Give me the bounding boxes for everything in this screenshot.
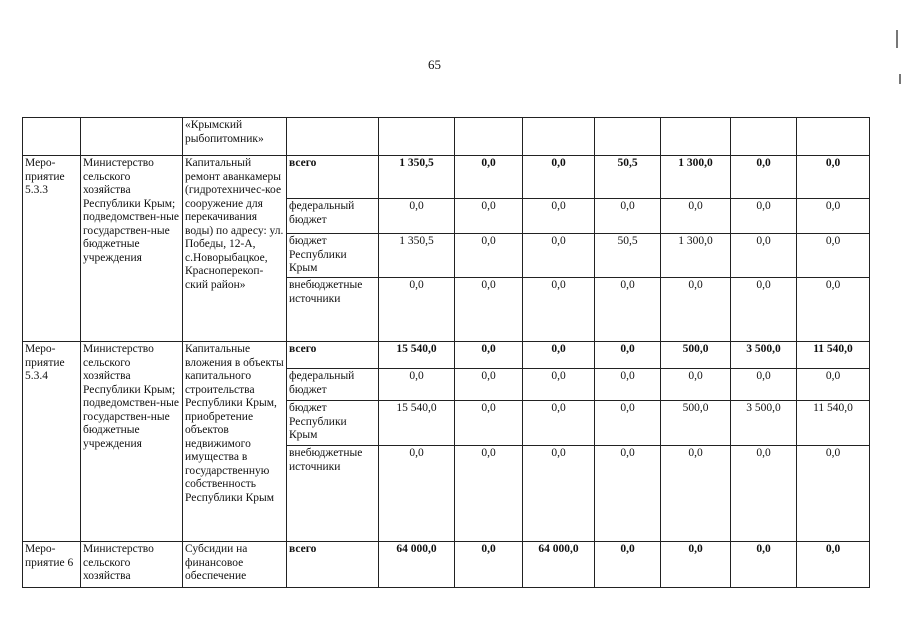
value-cell: 0,0 bbox=[797, 234, 870, 278]
value-cell: 0,0 bbox=[595, 199, 661, 234]
executor-cell: Министерство сельского хозяйства Республики Крым; подведомствен-ные государствен-ные бюджетные учреждения bbox=[81, 342, 183, 542]
value-cell: 15 540,0 bbox=[379, 342, 455, 369]
measure-id-cell bbox=[23, 118, 81, 156]
value-cell: 0,0 bbox=[661, 446, 731, 542]
value-cell bbox=[455, 118, 523, 156]
value-cell: 0,0 bbox=[731, 369, 797, 401]
source-cell: бюджет Республики Крым bbox=[287, 234, 379, 278]
description-cell: «Крымский рыбопитомник» bbox=[183, 118, 287, 156]
table-row bbox=[23, 542, 870, 588]
value-cell bbox=[523, 118, 595, 156]
value-cell: 0,0 bbox=[455, 199, 523, 234]
value-cell: 0,0 bbox=[523, 369, 595, 401]
value-cell: 0,0 bbox=[595, 369, 661, 401]
value-cell bbox=[797, 118, 870, 156]
source-cell: федеральный бюджет bbox=[287, 369, 379, 401]
description-cell: Капитальный ремонт аванкамеры (гидротехничес-кое сооружение для перекачивания воды) по адресу: ул. Победы, 12-А, с.Новорыбацкое, Красноперекоп-ский район» bbox=[183, 156, 287, 342]
value-cell: 0,0 bbox=[661, 199, 731, 234]
value-cell: 0,0 bbox=[379, 199, 455, 234]
value-cell: 0,0 bbox=[797, 369, 870, 401]
source-cell: всего bbox=[287, 542, 379, 588]
source-cell: внебюджетные источники bbox=[287, 446, 379, 542]
source-cell: всего bbox=[287, 342, 379, 369]
value-cell: 0,0 bbox=[455, 369, 523, 401]
value-cell: 64 000,0 bbox=[379, 542, 455, 588]
value-cell: 0,0 bbox=[797, 199, 870, 234]
source-cell: бюджет Республики Крым bbox=[287, 401, 379, 446]
executor-cell: Министерство сельского хозяйства Республики Крым; подведомствен-ные государствен-ные бюджетные учреждения bbox=[81, 156, 183, 342]
value-cell: 0,0 bbox=[595, 278, 661, 342]
description-cell: Капитальные вложения в объекты капитального строительства Республики Крым, приобретение объектов недвижимого имущества в государственную собственность Республики Крым bbox=[183, 342, 287, 542]
executor-cell: Министерство сельского хозяйства bbox=[81, 542, 183, 588]
value-cell: 3 500,0 bbox=[731, 401, 797, 446]
value-cell: 0,0 bbox=[797, 542, 870, 588]
value-cell: 0,0 bbox=[661, 278, 731, 342]
value-cell bbox=[595, 118, 661, 156]
executor-cell bbox=[81, 118, 183, 156]
value-cell: 1 350,5 bbox=[379, 234, 455, 278]
value-cell: 0,0 bbox=[523, 401, 595, 446]
measure-id-cell: Меро-приятие 6 bbox=[23, 542, 81, 588]
scan-edge-mark bbox=[896, 30, 898, 48]
value-cell: 0,0 bbox=[797, 156, 870, 199]
value-cell: 0,0 bbox=[595, 342, 661, 369]
value-cell: 0,0 bbox=[731, 199, 797, 234]
value-cell: 0,0 bbox=[661, 369, 731, 401]
value-cell: 0,0 bbox=[595, 542, 661, 588]
value-cell: 0,0 bbox=[379, 278, 455, 342]
value-cell: 0,0 bbox=[455, 542, 523, 588]
value-cell: 0,0 bbox=[523, 156, 595, 199]
description-cell: Субсидии на финансовое обеспечение bbox=[183, 542, 287, 588]
value-cell: 1 300,0 bbox=[661, 156, 731, 199]
value-cell: 0,0 bbox=[455, 401, 523, 446]
value-cell: 0,0 bbox=[379, 369, 455, 401]
value-cell: 500,0 bbox=[661, 342, 731, 369]
value-cell: 0,0 bbox=[797, 278, 870, 342]
value-cell: 1 300,0 bbox=[661, 234, 731, 278]
budget-table bbox=[22, 117, 870, 588]
source-cell: внебюджетные источники bbox=[287, 278, 379, 342]
value-cell: 0,0 bbox=[523, 278, 595, 342]
value-cell: 0,0 bbox=[595, 401, 661, 446]
page-number: 65 bbox=[428, 57, 441, 72]
table-row bbox=[23, 342, 870, 369]
value-cell: 64 000,0 bbox=[523, 542, 595, 588]
value-cell: 0,0 bbox=[661, 542, 731, 588]
value-cell bbox=[731, 118, 797, 156]
value-cell: 0,0 bbox=[595, 446, 661, 542]
value-cell: 0,0 bbox=[523, 446, 595, 542]
continuation-row bbox=[23, 118, 870, 156]
value-cell bbox=[379, 118, 455, 156]
value-cell: 0,0 bbox=[455, 156, 523, 199]
value-cell: 0,0 bbox=[523, 342, 595, 369]
source-cell: всего bbox=[287, 156, 379, 199]
value-cell: 0,0 bbox=[455, 446, 523, 542]
value-cell: 50,5 bbox=[595, 234, 661, 278]
value-cell: 0,0 bbox=[731, 234, 797, 278]
value-cell: 0,0 bbox=[455, 342, 523, 369]
measure-id-cell: Меро-приятие 5.3.4 bbox=[23, 342, 81, 542]
value-cell: 0,0 bbox=[731, 542, 797, 588]
value-cell: 1 350,5 bbox=[379, 156, 455, 199]
value-cell: 0,0 bbox=[797, 446, 870, 542]
value-cell bbox=[661, 118, 731, 156]
value-cell: 0,0 bbox=[731, 278, 797, 342]
value-cell: 500,0 bbox=[661, 401, 731, 446]
value-cell: 0,0 bbox=[455, 234, 523, 278]
value-cell: 11 540,0 bbox=[797, 342, 870, 369]
source-cell: федеральный бюджет bbox=[287, 199, 379, 234]
measure-id-cell: Меро-приятие 5.3.3 bbox=[23, 156, 81, 342]
source-cell bbox=[287, 118, 379, 156]
table-row bbox=[23, 156, 870, 199]
value-cell: 0,0 bbox=[523, 234, 595, 278]
value-cell: 0,0 bbox=[731, 156, 797, 199]
value-cell: 0,0 bbox=[731, 446, 797, 542]
value-cell: 11 540,0 bbox=[797, 401, 870, 446]
value-cell: 0,0 bbox=[455, 278, 523, 342]
value-cell: 0,0 bbox=[379, 446, 455, 542]
scan-edge-mark bbox=[899, 74, 901, 84]
value-cell: 0,0 bbox=[523, 199, 595, 234]
value-cell: 3 500,0 bbox=[731, 342, 797, 369]
value-cell: 50,5 bbox=[595, 156, 661, 199]
value-cell: 15 540,0 bbox=[379, 401, 455, 446]
